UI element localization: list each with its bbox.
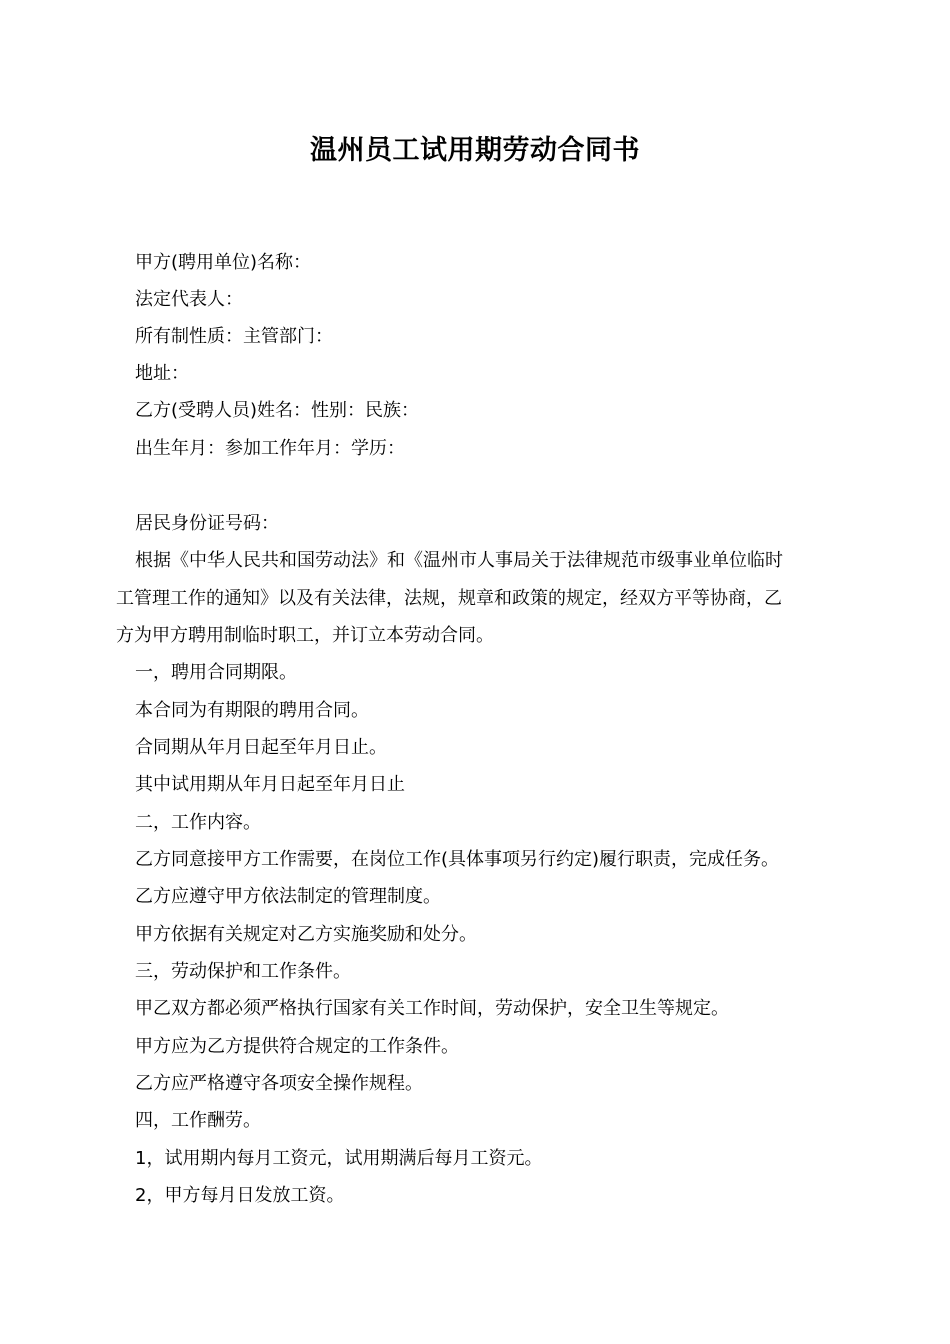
preamble-line-3: 方为甲方聘用制临时职工，并订立本劳动合同。 — [116, 625, 494, 646]
preamble-line-1: 根据《中华人民共和国劳动法》和《温州市人事局关于法律规范市级事业单位临时 — [135, 550, 783, 571]
id-number-line: 居民身份证号码： — [135, 513, 279, 534]
section-3-heading: 三，劳动保护和工作条件。 — [135, 961, 351, 982]
section-3-line-3: 乙方应严格遵守各项安全操作规程。 — [135, 1073, 423, 1094]
section-4-line-2: 2，甲方每月日发放工资。 — [135, 1185, 345, 1206]
address-line: 地址： — [135, 363, 189, 384]
section-2-heading: 二，工作内容。 — [135, 812, 261, 833]
section-2-line-1: 乙方同意接甲方工作需要，在岗位工作(具体事项另行约定)履行职责，完成任务。 — [135, 849, 780, 870]
section-2-line-2: 乙方应遵守甲方依法制定的管理制度。 — [135, 886, 441, 907]
birth-education-line: 出生年月：参加工作年月：学历： — [135, 438, 405, 459]
preamble-line-2: 工管理工作的通知》以及有关法律，法规，规章和政策的规定，经双方平等协商，乙 — [116, 588, 782, 609]
section-1-line-2: 合同期从年月日起至年月日止。 — [135, 737, 387, 758]
section-4-line-1: 1，试用期内每月工资元，试用期满后每月工资元。 — [135, 1148, 543, 1169]
section-4-heading: 四，工作酬劳。 — [135, 1110, 261, 1131]
document-title: 温州员工试用期劳动合同书 — [310, 135, 640, 166]
section-1-line-1: 本合同为有期限的聘用合同。 — [135, 700, 369, 721]
section-1-line-3: 其中试用期从年月日起至年月日止 — [135, 774, 405, 795]
section-3-line-2: 甲方应为乙方提供符合规定的工作条件。 — [135, 1036, 459, 1057]
employer-name-line: 甲方(聘用单位)名称： — [135, 252, 312, 273]
section-3-line-1: 甲乙双方都必须严格执行国家有关工作时间，劳动保护，安全卫生等规定。 — [135, 998, 729, 1019]
legal-representative-line: 法定代表人： — [135, 289, 243, 310]
section-1-heading: 一，聘用合同期限。 — [135, 662, 297, 683]
ownership-nature-line: 所有制性质：主管部门： — [135, 326, 333, 347]
employee-name-line: 乙方(受聘人员)姓名：性别：民族： — [135, 400, 420, 421]
section-2-line-3: 甲方依据有关规定对乙方实施奖励和处分。 — [135, 924, 477, 945]
